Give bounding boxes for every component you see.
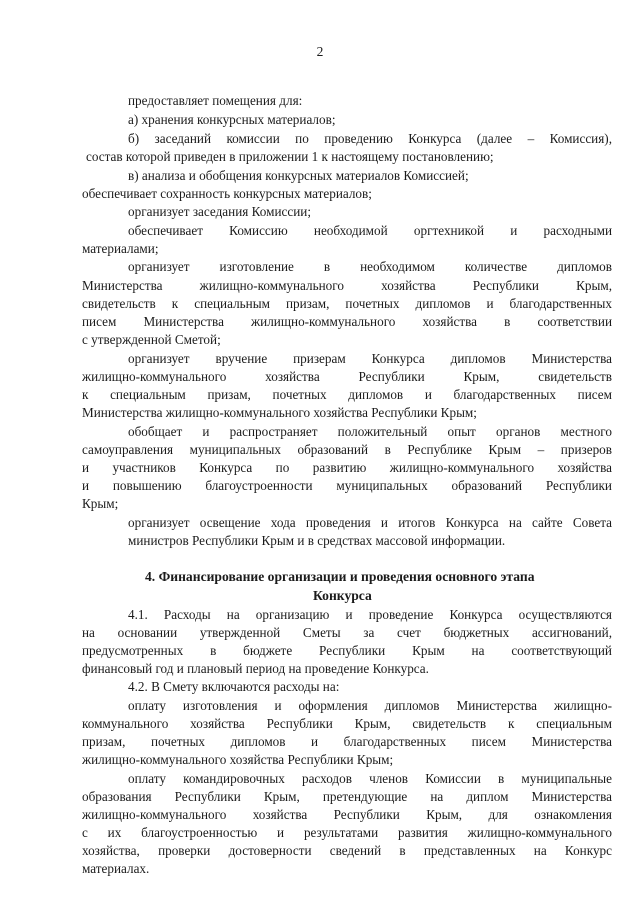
text-line: писем Министерства жилищно-коммунального хозяйства в соответствии bbox=[82, 314, 612, 329]
text-line: материалами; bbox=[82, 241, 159, 256]
text-line: Министерства жилищно-коммунального хозяйства Республики Крым, bbox=[82, 278, 612, 293]
page-number: 2 bbox=[316, 44, 324, 59]
text-line: в) анализа и обобщения конкурсных материалов Комиссией; bbox=[128, 168, 469, 183]
text-line: оплату командировочных расходов членов Комиссии в муниципальные bbox=[128, 771, 612, 786]
section-heading: 4. Финансирование организации и проведения основного этапа bbox=[145, 569, 535, 584]
text-line: хозяйства, проверки достоверности сведений в представленных на Конкурс bbox=[82, 843, 612, 858]
text-line: организует изготовление в необходимом количестве дипломов bbox=[128, 259, 612, 274]
text-line: самоуправления муниципальных образований в Республике Крым – призеров bbox=[82, 442, 612, 457]
text-line: и повышению благоустроенности муниципальных образований Республики bbox=[82, 478, 612, 493]
text-line: на основании утвержденной Сметы за счет бюджетных ассигнований, bbox=[82, 625, 612, 640]
text-line: 4.1. Расходы на организацию и проведение Конкурса осуществляются bbox=[128, 607, 612, 622]
text-line: Крым; bbox=[82, 496, 119, 511]
text-line: предоставляет помещения для: bbox=[128, 93, 303, 108]
text-line: с их благоустроенностью и результатами развития жилищно-коммунального bbox=[82, 825, 612, 840]
text-line: призам, почетных дипломов и благодарственных писем Министерства bbox=[82, 734, 612, 749]
text-line: организует вручение призерам Конкурса дипломов Министерства bbox=[128, 351, 612, 366]
text-line: 4.2. В Смету включаются расходы на: bbox=[128, 679, 340, 694]
text-line: а) хранения конкурсных материалов; bbox=[128, 112, 336, 127]
section-heading: Конкурса bbox=[313, 588, 372, 603]
text-line: материалах. bbox=[82, 861, 150, 876]
text-line: обеспечивает сохранность конкурсных материалов; bbox=[82, 186, 372, 201]
text-line: обеспечивает Комиссию необходимой оргтехникой и расходными bbox=[128, 223, 612, 238]
text-line: жилищно-коммунального хозяйства Республики Крым, для ознакомления bbox=[82, 807, 612, 822]
text-line: и участников Конкурса по развитию жилищно-коммунального хозяйства bbox=[82, 460, 612, 475]
text-line: свидетельств к специальным призам, почетных дипломов и благодарственных bbox=[82, 296, 612, 311]
text-line: б) заседаний комиссии по проведению Конкурса (далее – Комиссия), bbox=[128, 131, 612, 146]
text-line: предусмотренных в бюджете Республики Крым на соответствующий bbox=[82, 643, 612, 658]
text-line: министров Республики Крым и в средствах массовой информации. bbox=[128, 533, 506, 548]
text-line: Министерства жилищно-коммунального хозяйства Республики Крым; bbox=[82, 405, 477, 420]
text-line: состав которой приведен в приложении 1 к настоящему постановлению; bbox=[86, 149, 494, 164]
text-line: организует заседания Комиссии; bbox=[128, 204, 311, 219]
text-line: коммунального хозяйства Республики Крым, свидетельств к специальным bbox=[82, 716, 612, 731]
text-line: оплату изготовления и оформления дипломов Министерства жилищно- bbox=[128, 698, 612, 713]
text-line: жилищно-коммунального хозяйства Республики Крым; bbox=[82, 752, 394, 767]
text-line: финансовый год и плановый период на проведение Конкурса. bbox=[82, 661, 429, 676]
text-line: организует освещение хода проведения и итогов Конкурса на сайте Совета bbox=[128, 515, 612, 530]
text-line: жилищно-коммунального хозяйства Республики Крым, свидетельств bbox=[82, 369, 612, 384]
text-line: с утвержденной Сметой; bbox=[82, 332, 221, 347]
text-line: обобщает и распространяет положительный опыт органов местного bbox=[128, 424, 612, 439]
text-line: к специальным призам, почетных дипломов и благодарственных писем bbox=[82, 387, 612, 402]
text-line: образования Республики Крым, претендующие на диплом Министерства bbox=[82, 789, 612, 804]
